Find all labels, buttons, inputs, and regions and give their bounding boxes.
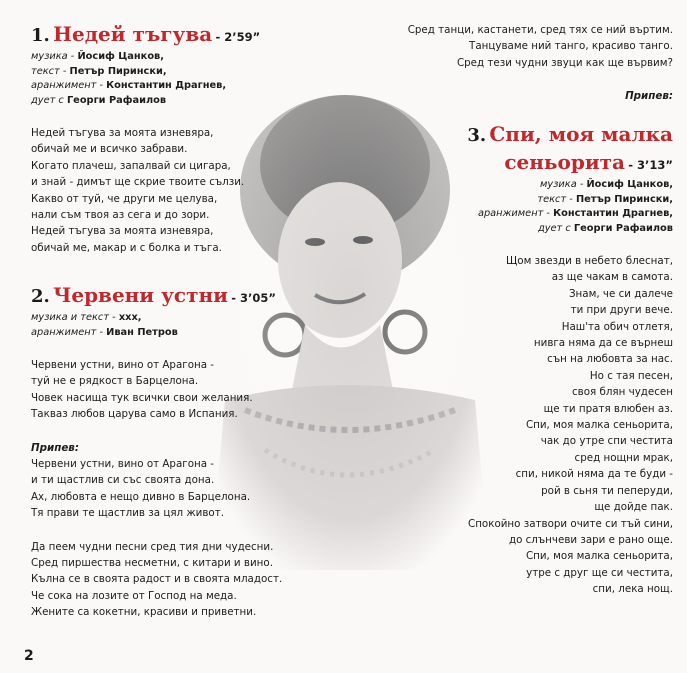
song-2-stanza-2 — [31, 539, 351, 621]
lyric-line: Червени устни, вино от Арагона - — [31, 458, 215, 471]
song-3-stanza-1 — [343, 253, 673, 598]
song-2 — [31, 283, 351, 621]
lyric-line: своя блян чудесен — [572, 386, 673, 399]
lyric-line: Ах, любовта е нещо дивно в Барцелона. — [31, 490, 251, 503]
credit-line: аранжимент - Иван Петров — [31, 326, 178, 338]
lyric-line: Сред пиршества несметни, с китари и вино. — [31, 557, 273, 570]
lyric-line: Знам, че си далече — [568, 287, 673, 300]
song-2-stanza-1 — [31, 357, 351, 423]
song-2-refrain-label-2: Припев: — [625, 90, 673, 103]
song-1-number: 1. — [31, 25, 50, 46]
lyric-line: утре с друг ще си честита, — [526, 566, 673, 579]
lyric-line: Но с тая песен, — [589, 369, 673, 382]
song-2-heading — [31, 283, 351, 311]
lyric-line: ти при други вече. — [570, 304, 673, 317]
lyric-line: обичай ме, макар и с болка и тъга. — [31, 241, 222, 254]
lyric-line: Сред танци, кастанети, сред тях се ний въртим. — [407, 24, 673, 36]
lyric-line: сред нощни мрак, — [574, 451, 673, 464]
lyric-line: нали съм твоя аз сега и до зори. — [31, 209, 210, 222]
song-2-title: Червени устни — [53, 283, 228, 307]
credit-line: аранжимент - Константин Драгнев, — [477, 208, 673, 219]
song-1 — [31, 22, 351, 256]
lyric-line: Какво от туй, че други ме целува, — [31, 192, 218, 205]
lyric-line: Жените са кокетни, красиви и приветни. — [31, 606, 257, 619]
credit-line: дует с Георги Рафаилов — [537, 222, 673, 234]
lyric-line: аз ще чакам в самота. — [551, 271, 673, 284]
lyric-line: Спи, моя малка сеньорита, — [525, 550, 673, 563]
lyric-line: Недей тъгува за моята изневяра, — [31, 127, 214, 139]
credit-line: музика и текст - ххх, — [31, 312, 142, 323]
lyric-line: Тя прави те щастлив за цял живот. — [31, 507, 224, 520]
song-2-number: 2. — [31, 286, 50, 307]
lyric-line: и ти щастлив си със своята дона. — [31, 474, 215, 487]
song-3 — [343, 122, 673, 598]
credit-line: музика - Йосиф Цанков, — [540, 179, 673, 190]
song-3-heading-2 — [343, 150, 673, 178]
song-3-number: 3. — [467, 125, 487, 146]
lyric-line: Че сока на лозите от Господ на меда. — [31, 589, 237, 602]
page-number: 2 — [24, 648, 34, 664]
lyric-line: Недей тъгува за моята изневяра, — [31, 225, 214, 238]
lyric-line: Спокойно затвори очите си тъй сини, — [468, 517, 673, 530]
lyric-line: обичай ме и всичко забрави. — [31, 143, 188, 156]
credit-line: аранжимент - Константин Драгнев, — [31, 80, 227, 91]
lyric-line: ще дойде пак. — [594, 501, 673, 514]
lyric-line: Кълна се в своята радост и в своята младост. — [31, 573, 283, 586]
lyric-line: спи, никой няма да те буди - — [515, 468, 673, 481]
lyric-line: Човек насища тук всички свои желания. — [31, 391, 253, 404]
song-3-heading — [343, 122, 673, 150]
credit-line: музика - Йосиф Цанков, — [31, 51, 164, 62]
lyric-line: Червени устни, вино от Арагона - — [31, 359, 215, 371]
lyric-line: Сред тези чудни звуци как ще вървим? — [456, 56, 673, 69]
lyric-line: туй не е рядкост в Барцелона. — [31, 375, 199, 388]
song-3-title-line-2: сеньорита — [504, 150, 625, 174]
lyric-line: рой в сьня ти пеперуди, — [541, 484, 673, 497]
song-3-credits — [343, 178, 673, 236]
lyric-line: и знай - димът ще скрие твоите сълзи. — [31, 176, 245, 189]
song-2-refrain-label: Припев: — [31, 441, 79, 454]
lyric-line: до слънчеви зари е рано още. — [508, 533, 673, 546]
lyric-line: сън на любовта за нас. — [547, 353, 673, 366]
song-1-title: Недей тъгува — [53, 22, 213, 46]
lyric-line: спи, лека нощ. — [592, 583, 673, 596]
lyric-line: Такваз любов царува само в Испания. — [31, 408, 238, 421]
lyric-line: ще ти пратя влюбен аз. — [543, 402, 673, 415]
credit-line: текст - Петър Пирински, — [31, 65, 167, 77]
lyric-line: Спи, моя малка сеньорита, — [525, 419, 673, 432]
song-2-credits — [31, 311, 351, 340]
song-3-title-line-1: Спи, моя малка — [489, 122, 673, 146]
credit-line: дует с Георги Рафаилов — [31, 94, 167, 106]
lyric-line: Щом звезди в небето блеснат, — [506, 255, 673, 267]
song-1-stanza-1 — [31, 125, 351, 256]
lyric-line: Да пеем чудни песни сред тия дни чудесни. — [31, 540, 274, 553]
song-1-duration: - 2’59” — [215, 30, 261, 44]
lyric-line: чак до утре спи честита — [540, 435, 673, 448]
song-2-refrain — [31, 456, 351, 522]
song-2-duration: - 3’05” — [231, 291, 276, 305]
credit-line: текст - Петър Пирински, — [537, 193, 673, 205]
song-2-continuation — [343, 22, 673, 105]
lyric-line: Когато плачеш, запалвай си цигара, — [31, 159, 231, 172]
lyric-line: Наш'та обич отлетя, — [561, 320, 673, 333]
song-1-heading — [31, 22, 351, 50]
song-3-duration: - 3’13” — [628, 158, 673, 172]
lyric-line: нивга няма да се върнеш — [533, 337, 673, 350]
lyric-line: Танцуваме ний танго, красиво танго. — [469, 40, 673, 53]
song-1-credits — [31, 50, 351, 108]
